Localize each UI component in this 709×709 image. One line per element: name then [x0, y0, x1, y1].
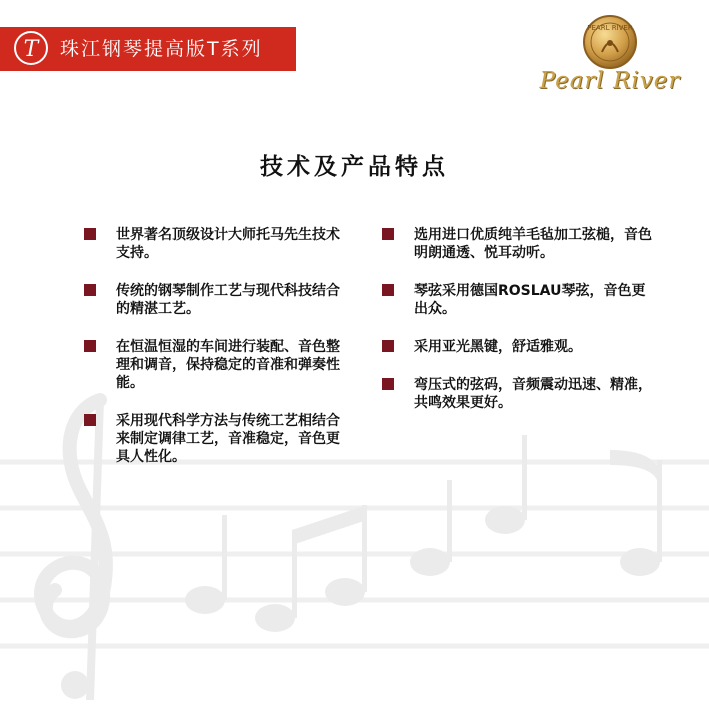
banner-title: 珠江钢琴提高版T系列: [60, 38, 263, 60]
series-banner: [0, 27, 296, 71]
pearl-river-logo: [530, 12, 690, 97]
features-right-column: [382, 226, 652, 432]
feature-item: [382, 282, 652, 318]
pearl-river-wordmark: Pearl River: [539, 68, 681, 94]
square-bullet-icon: [84, 414, 96, 426]
feature-item: [84, 282, 342, 318]
feature-text: 在恒温恒湿的车间进行装配、音色整理和调音，保持稳定的音准和弹奏性能。: [116, 339, 340, 391]
square-bullet-icon: [382, 378, 394, 390]
square-bullet-icon: [382, 228, 394, 240]
feature-text: 传统的钢琴制作工艺与现代科技结合的精湛工艺。: [116, 283, 340, 317]
t-logo-icon: [13, 30, 49, 66]
square-bullet-icon: [382, 340, 394, 352]
feature-text: 选用进口优质纯羊毛毡加工弦槌，音色明朗通透、悦耳动听。: [414, 227, 652, 261]
feature-item: [84, 412, 342, 466]
feature-text: 世界著名顶级设计大师托马先生技术支持。: [116, 227, 340, 261]
feature-text: 弯压式的弦码，音频震动迅速、精准，共鸣效果更好。: [414, 377, 652, 411]
feature-item: [84, 226, 342, 262]
feature-text: 采用亚光黑键，舒适雅观。: [414, 339, 582, 355]
feature-item: [382, 376, 652, 412]
feature-item: [382, 226, 652, 262]
pearl-river-seal-icon: [530, 12, 690, 72]
feature-item: [84, 338, 342, 392]
feature-item: [382, 338, 652, 356]
square-bullet-icon: [84, 284, 96, 296]
feature-text: 采用现代科学方法与传统工艺相结合来制定调律工艺，音准稳定，音色更具人性化。: [116, 413, 340, 465]
svg-text:T: T: [23, 37, 39, 62]
square-bullet-icon: [84, 228, 96, 240]
square-bullet-icon: [382, 284, 394, 296]
square-bullet-icon: [84, 340, 96, 352]
section-title: 技术及产品特点: [260, 154, 449, 180]
feature-text: 琴弦采用德国ROSLAU琴弦，音色更出众。: [414, 283, 646, 317]
features-left-column: [84, 226, 342, 486]
svg-text:PEARL RIVER: PEARL RIVER: [587, 24, 633, 32]
